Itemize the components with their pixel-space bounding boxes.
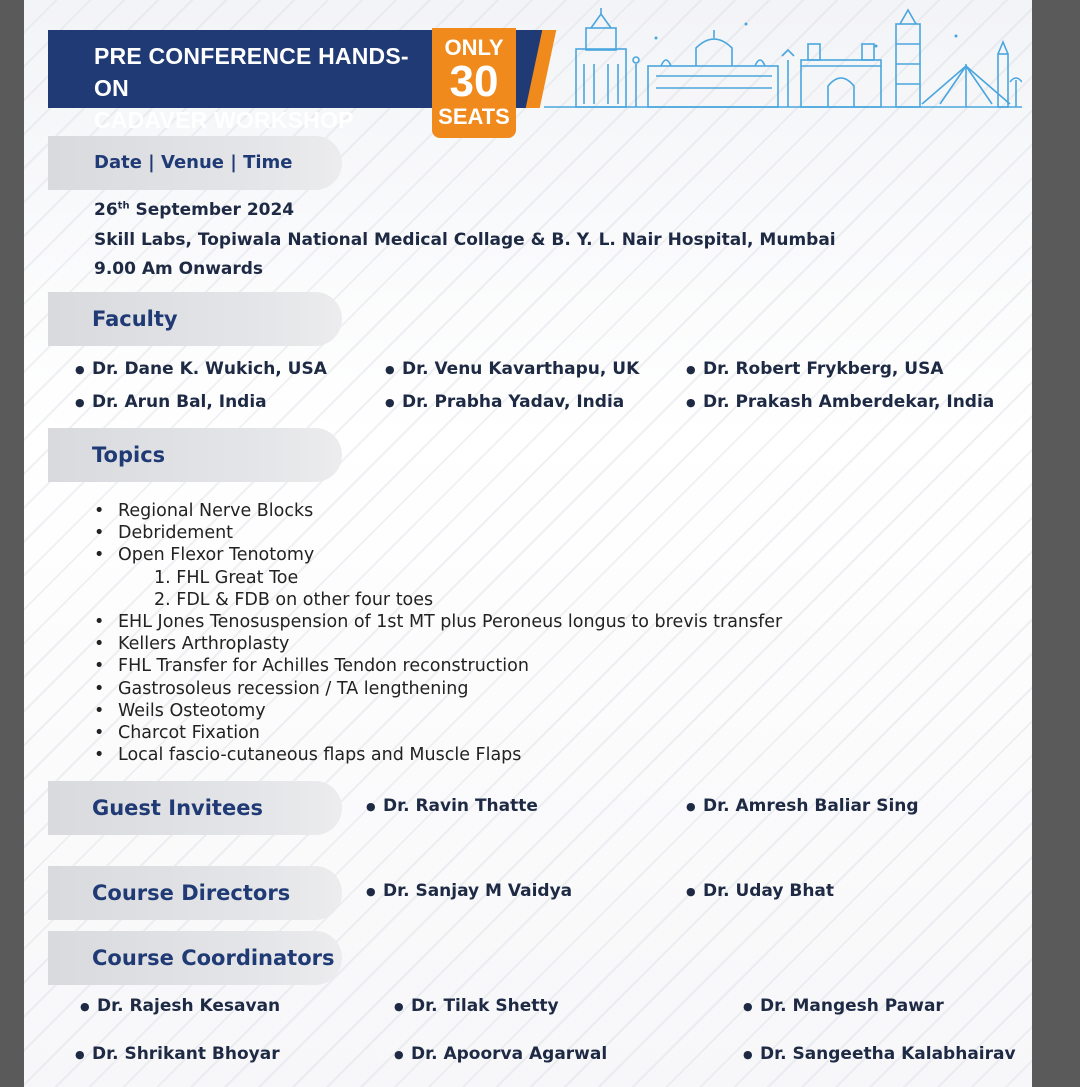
- coordinator-member: ● Dr. Shrikant Bhoyar: [92, 1044, 280, 1064]
- date-day: 26: [94, 200, 118, 220]
- title-line-1: PRE CONFERENCE HANDS-ON: [94, 43, 409, 101]
- list-item: • Gastrosoleus recession / TA lengthening: [94, 678, 782, 700]
- coordinator-member: ● Dr. Rajesh Kesavan: [97, 996, 280, 1016]
- topics-heading: Topics: [48, 428, 342, 482]
- faculty-member: ● Dr. Robert Frykberg, USA: [703, 359, 943, 379]
- faculty-member: ● Dr. Prakash Amberdekar, India: [703, 392, 994, 412]
- seats-number: 30: [449, 57, 499, 106]
- workshop-title: [94, 40, 434, 136]
- date-month-year: September 2024: [135, 200, 295, 220]
- list-item: • EHL Jones Tenosuspension of 1st MT plus Peroneus longus to brevis transfer: [94, 611, 782, 633]
- guest-member: ● Dr. Ravin Thatte: [383, 796, 538, 816]
- guest-member: ● Dr. Amresh Baliar Sing: [703, 796, 919, 816]
- event-venue: Skill Labs, Topiwala National Medical Collage & B. Y. L. Nair Hospital, Mumbai: [94, 230, 836, 250]
- date-venue-heading: Date | Venue | Time: [48, 136, 342, 190]
- course-coordinators-heading: Course Coordinators: [48, 931, 342, 985]
- topics-list: [94, 500, 782, 766]
- poster-page: [24, 0, 1032, 1087]
- list-item: • Local fascio-cutaneous flaps and Muscle Flaps: [94, 744, 782, 766]
- faculty-member: ● Dr. Prabha Yadav, India: [402, 392, 624, 412]
- list-item: • Regional Nerve Blocks: [94, 500, 782, 522]
- event-date: [94, 200, 294, 220]
- date-suffix: th: [117, 200, 130, 212]
- coordinator-member: ● Dr. Sangeetha Kalabhairav: [760, 1044, 1016, 1064]
- event-time: 9.00 Am Onwards: [94, 259, 264, 279]
- director-member: ● Dr. Uday Bhat: [703, 881, 834, 901]
- faculty-member: ● Dr. Arun Bal, India: [92, 392, 267, 412]
- title-line-2: CADAVER WORKSHOP: [94, 107, 354, 133]
- faculty-heading: Faculty: [48, 292, 342, 346]
- list-item: • Charcot Fixation: [94, 722, 782, 744]
- coordinator-member: ● Dr. Apoorva Agarwal: [411, 1044, 607, 1064]
- list-item: • FHL Transfer for Achilles Tendon reconstruction: [94, 655, 782, 677]
- list-item: • Weils Osteotomy: [94, 700, 782, 722]
- sub-list-item: 1. FHL Great Toe: [154, 567, 299, 588]
- seats-label: SEATS: [438, 104, 510, 129]
- sub-list-item: 2. FDL & FDB on other four toes: [154, 589, 434, 610]
- director-member: ● Dr. Sanjay M Vaidya: [383, 881, 572, 901]
- coordinator-member: ● Dr. Tilak Shetty: [411, 996, 559, 1016]
- faculty-member: ● Dr. Venu Kavarthapu, UK: [402, 359, 639, 379]
- course-directors-heading: Course Directors: [48, 866, 342, 920]
- guest-invitees-heading: Guest Invitees: [48, 781, 342, 835]
- list-item: • Open Flexor Tenotomy: [94, 544, 782, 566]
- list-item: • Debridement: [94, 522, 782, 544]
- seats-badge: [432, 28, 516, 138]
- seats-only: ONLY: [444, 35, 504, 60]
- coordinator-member: ● Dr. Mangesh Pawar: [760, 996, 944, 1016]
- mumbai-skyline-icon: [536, 4, 1022, 112]
- faculty-member: ● Dr. Dane K. Wukich, USA: [92, 359, 327, 379]
- list-item: • Kellers Arthroplasty: [94, 633, 782, 655]
